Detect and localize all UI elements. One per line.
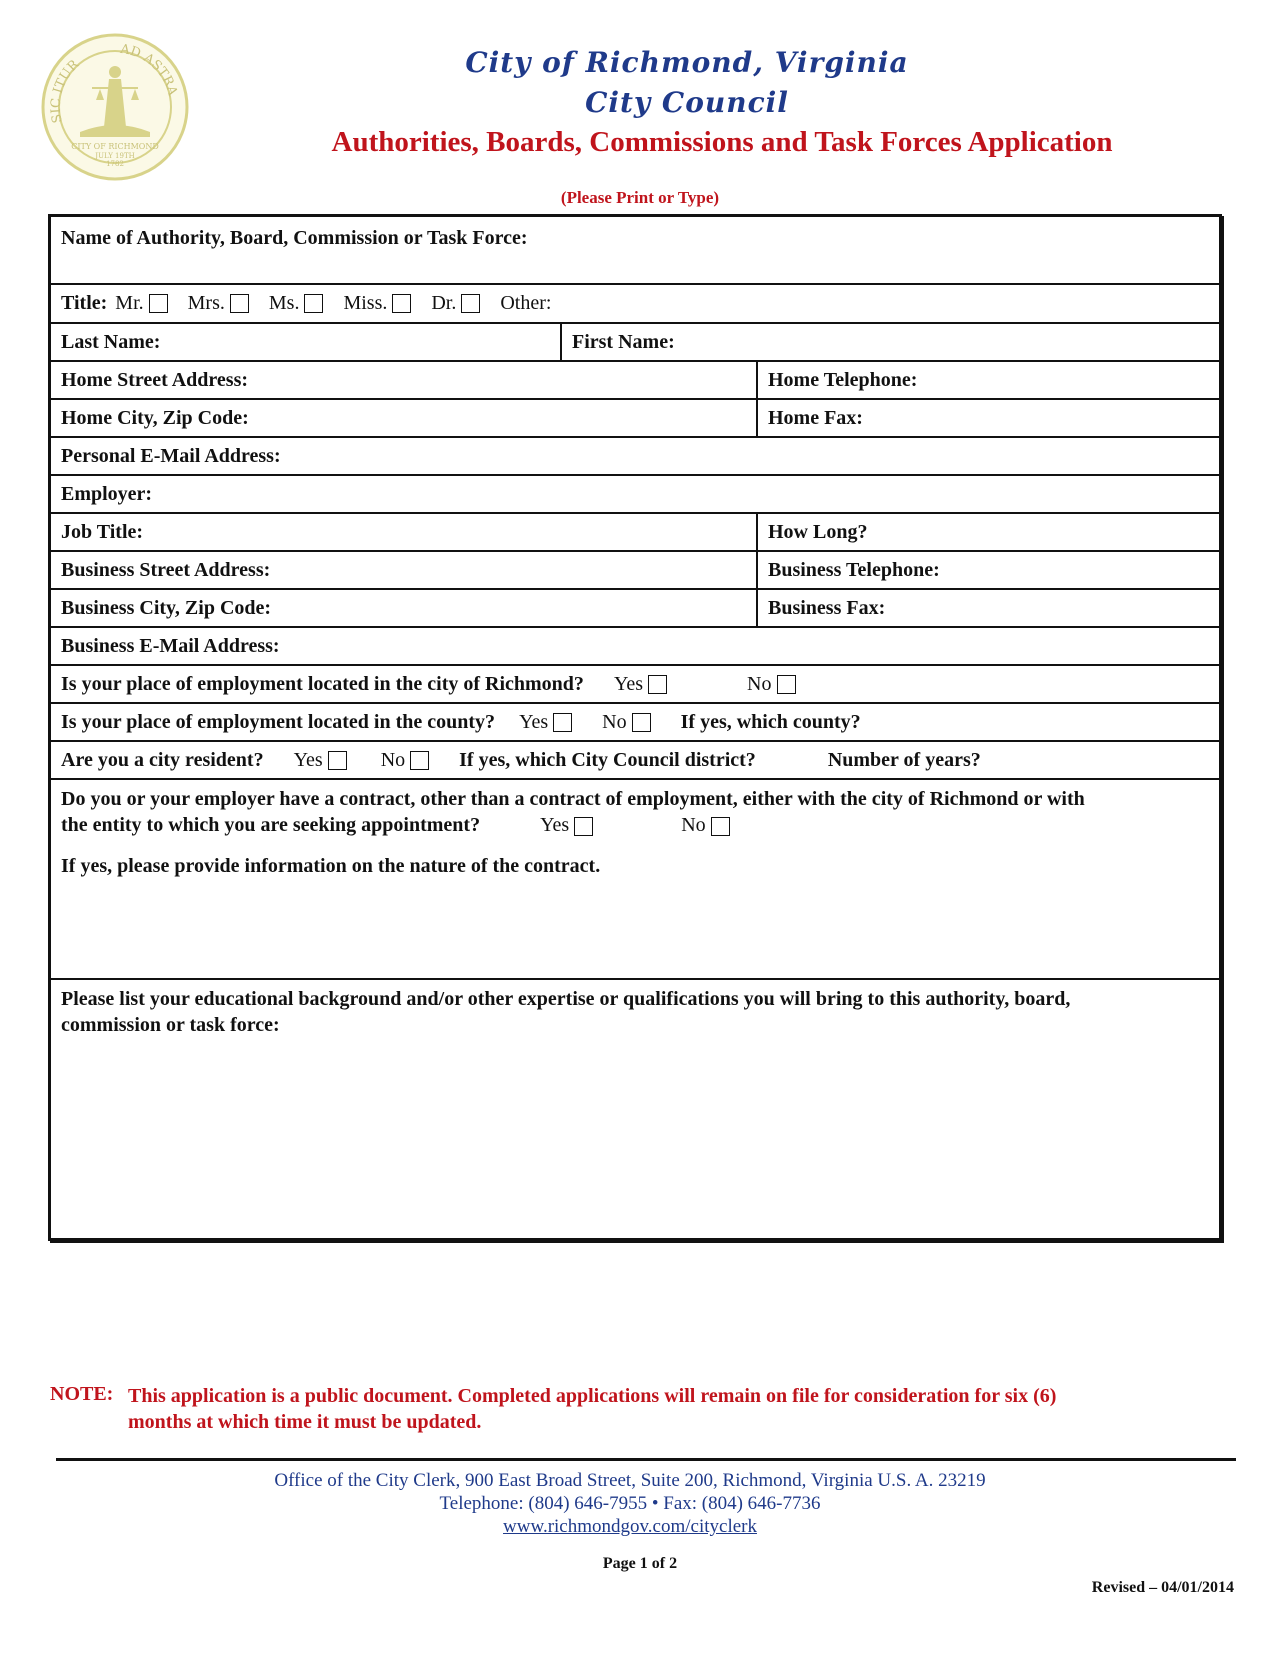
contract-info-area[interactable] [61, 885, 1209, 972]
contract-row [51, 778, 1219, 978]
title-other[interactable]: Other: [500, 292, 552, 314]
first-name-label: First Name: [572, 330, 675, 353]
title-label: Title: [61, 292, 108, 314]
footer-address: Office of the City Clerk, 900 East Broad Street, Suite 200, Richmond, Virginia U.S. A. 23219 [274, 1470, 986, 1491]
education-row [51, 978, 1219, 1238]
title-ms-checkbox[interactable] [304, 294, 323, 313]
employment-city-row [51, 664, 1219, 702]
title-row [51, 283, 1219, 322]
title-miss-checkbox[interactable] [392, 294, 411, 313]
footer-link[interactable]: www.richmondgov.com/cityclerk [503, 1516, 757, 1537]
employment-county-no-checkbox[interactable] [632, 713, 651, 732]
title-miss: Miss. [343, 292, 388, 314]
business-street-field[interactable] [51, 552, 756, 588]
city-resident-no-checkbox[interactable] [410, 751, 429, 770]
years-label[interactable]: Number of years? [827, 748, 981, 771]
last-name-label: Last Name: [61, 330, 161, 353]
employment-city-no-checkbox[interactable] [777, 675, 796, 694]
employment-county-row [51, 702, 1219, 740]
employment-county-question: Is your place of employment located in the county? [61, 710, 496, 733]
job-title-label: Job Title: [61, 520, 144, 543]
home-phone-label: Home Telephone: [768, 368, 918, 391]
title-ms: Ms. [268, 292, 300, 314]
title-dr-checkbox[interactable] [461, 294, 480, 313]
business-city-row [51, 588, 1219, 626]
seal-ring-text: CITY OF RICHMOND [71, 142, 159, 151]
employment-county-no: No [602, 710, 627, 733]
contract-no-checkbox[interactable] [711, 817, 730, 836]
seal-motto-left: SIC ITUR [48, 57, 83, 125]
note-label: NOTE: [50, 1383, 114, 1405]
which-county-label[interactable]: If yes, which county? [680, 710, 861, 733]
home-street-row [51, 360, 1219, 398]
seal-motto-right: AD ASTRA [119, 41, 180, 98]
title-mr-checkbox[interactable] [149, 294, 168, 313]
city-resident-no: No [380, 748, 406, 771]
note-line2: months at which time it must be updated. [128, 1411, 482, 1433]
title-field [51, 285, 1219, 322]
revised-date: Revised – 04/01/2014 [1091, 1579, 1234, 1596]
business-fax-label: Business Fax: [768, 596, 886, 619]
title-dr: Dr. [431, 292, 457, 314]
header-city: City of Richmond, Virginia [465, 46, 909, 79]
home-phone-field[interactable] [756, 362, 1219, 398]
education-question [61, 986, 1209, 1038]
form-title: Authorities, Boards, Commissions and Task Forces Application [331, 126, 1113, 158]
employer-label: Employer: [61, 482, 153, 505]
title-mrs-checkbox[interactable] [230, 294, 249, 313]
first-name-field[interactable] [560, 324, 1219, 360]
city-resident-field [51, 742, 1219, 778]
business-street-row [51, 550, 1219, 588]
title-mrs: Mrs. [187, 292, 225, 314]
contract-question-line1: Do you or your employer have a contract, other than a contract of employment, either with the city of Richmond or with [61, 788, 1085, 810]
page-number: Page 1 of 2 [602, 1555, 678, 1572]
how-long-field[interactable] [756, 514, 1219, 550]
employment-county-yes-checkbox[interactable] [553, 713, 572, 732]
home-fax-label: Home Fax: [768, 406, 863, 429]
business-fax-field[interactable] [756, 590, 1219, 626]
contract-info-label: If yes, please provide information on the nature of the contract. [61, 855, 601, 877]
authority-field[interactable] [51, 217, 1219, 283]
education-question-line2: commission or task force: [61, 1014, 280, 1036]
seal-year: 1782 [106, 160, 124, 168]
home-city-row [51, 398, 1219, 436]
employment-county-field [51, 704, 1219, 740]
employment-city-field [51, 666, 1219, 702]
city-resident-row [51, 740, 1219, 778]
application-form [48, 214, 1222, 1241]
business-email-label: Business E-Mail Address: [61, 634, 280, 657]
employment-city-yes-checkbox[interactable] [648, 675, 667, 694]
business-city-label: Business City, Zip Code: [61, 596, 272, 619]
employment-city-question: Is your place of employment located in the city of Richmond? [61, 672, 584, 695]
employment-city-yes: Yes [613, 672, 644, 695]
personal-email-row [51, 436, 1219, 474]
authority-row [51, 217, 1219, 283]
footer-phones: Telephone: (804) 646-7955 • Fax: (804) 646-7736 [439, 1493, 821, 1514]
city-resident-question: Are you a city resident? [61, 748, 264, 771]
personal-email-field[interactable] [51, 438, 1219, 474]
last-name-field[interactable] [51, 324, 560, 360]
contract-yes: Yes [540, 814, 570, 836]
name-row [51, 322, 1219, 360]
education-area[interactable] [61, 1042, 1209, 1232]
authority-label: Name of Authority, Board, Commission or Task Force: [61, 227, 528, 249]
employment-city-no: No [747, 672, 772, 695]
title-mr: Mr. [115, 292, 144, 314]
home-street-field[interactable] [51, 362, 756, 398]
business-street-label: Business Street Address: [61, 558, 271, 581]
city-resident-yes: Yes [293, 748, 323, 771]
contract-question [61, 786, 1209, 838]
business-email-field[interactable] [51, 628, 1219, 664]
home-fax-field[interactable] [756, 400, 1219, 436]
footer-divider [56, 1458, 1236, 1461]
contract-yes-checkbox[interactable] [574, 817, 593, 836]
home-street-label: Home Street Address: [61, 368, 249, 391]
print-note: (Please Print or Type) [560, 188, 720, 207]
city-seal [40, 32, 190, 182]
home-city-field[interactable] [51, 400, 756, 436]
employment-county-yes: Yes [519, 710, 549, 733]
header-council: City Council [585, 86, 789, 119]
employer-field[interactable] [51, 476, 1219, 512]
note-line1: This application is a public document. Completed applications will remain on file for consideration for six (6) [128, 1385, 1057, 1407]
education-question-line1: Please list your educational background and/or other expertise or qualifications you will bring to this authority, board, [61, 988, 1071, 1010]
contract-no: No [681, 814, 706, 836]
business-city-field[interactable] [51, 590, 756, 626]
business-phone-label: Business Telephone: [768, 558, 940, 581]
employer-row [51, 474, 1219, 512]
job-row [51, 512, 1219, 550]
personal-email-label: Personal E-Mail Address: [61, 444, 281, 467]
district-label[interactable]: If yes, which City Council district? [459, 748, 756, 771]
seal-date: JULY 19TH [95, 152, 135, 160]
business-phone-field[interactable] [756, 552, 1219, 588]
job-title-field[interactable] [51, 514, 756, 550]
city-resident-yes-checkbox[interactable] [328, 751, 347, 770]
business-email-row [51, 626, 1219, 664]
how-long-label: How Long? [768, 520, 868, 543]
home-city-label: Home City, Zip Code: [61, 406, 249, 429]
contract-question-line2: the entity to which you are seeking appointment? [61, 814, 481, 836]
